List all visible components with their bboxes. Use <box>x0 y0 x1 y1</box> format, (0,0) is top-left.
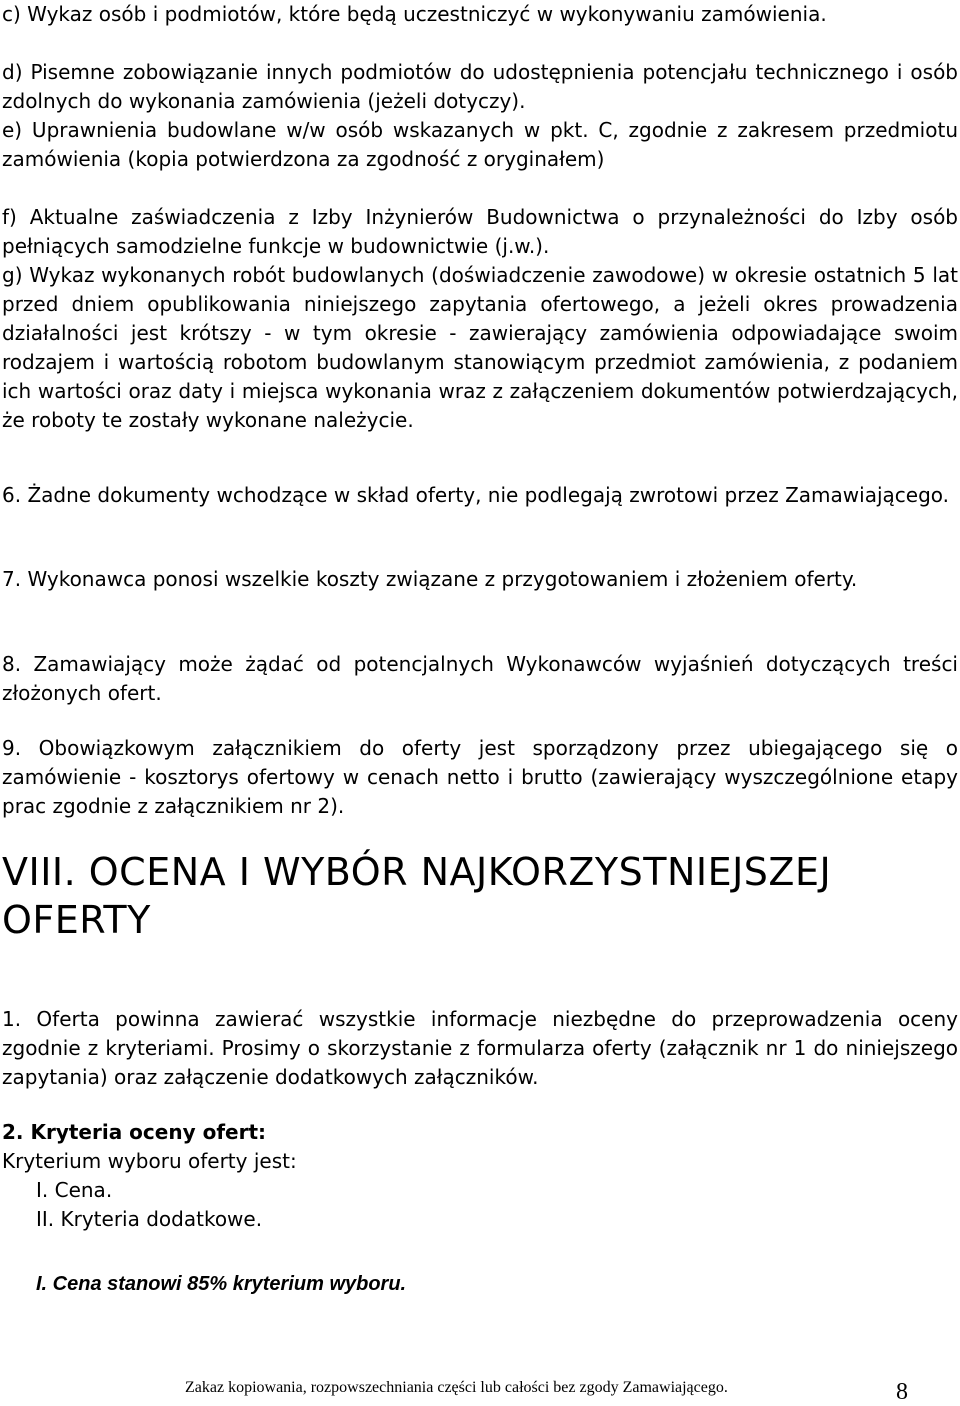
point-7: 7. Wykonawca ponosi wszelkie koszty związane z przygotowaniem i złożeniem oferty. <box>2 567 858 591</box>
point-6: 6. Żadne dokumenty wchodzące w skład oferty, nie podlegają zwrotowi przez Zamawiającego. <box>2 483 950 507</box>
criteria-heading: 2. Kryteria oceny ofert: <box>2 1120 267 1144</box>
criteria-item-additional: II. Kryteria dodatkowe. <box>36 1207 263 1231</box>
criteria-item-price: I. Cena. <box>36 1178 113 1202</box>
section-heading: VIII. OCENA I WYBÓR NAJKORZYSTNIEJSZEJ OFERTY <box>2 850 832 942</box>
list-item-g: g) Wykaz wykonanych robót budowlanych (doświadczenie zawodowe) w okresie ostatnich 5 lat przed dniem opublikowania niniejszego zapytania ofertowego, a jeżeli okres prowadzenia działalności jest krótszy - w tym okresie - zawierający zamówienia odpowiadające swoim rodzajem i wartością robotom budowlanym stanowiącym przedmiot zamówienia, z podaniem ich wartości oraz daty i miejsca wykonania wraz z załączeniem dokumentów potwierdzających, że roboty te zostały wykonane należycie. <box>2 263 958 432</box>
footer-notice: Zakaz kopiowania, rozpowszechniania części lub całości bez zgody Zamawiającego. <box>185 1379 728 1396</box>
list-item-f: f) Aktualne zaświadczenia z Izby Inżynierów Budownictwa o przynależności do Izby osób pełniących samodzielne funkcje w budownictwie (j.w.). <box>2 205 958 258</box>
point-8: 8. Zamawiający może żądać od potencjalnych Wykonawców wyjaśnień dotyczących treści złożonych ofert. <box>2 652 958 705</box>
point-9: 9. Obowiązkowym załącznikiem do oferty jest sporządzony przez ubiegającego się o zamówienie - kosztorys ofertowy w cenach netto i brutto (zawierający wyszczególnione etapy prac zgodnie z załącznikiem nr 2). <box>2 736 958 818</box>
criteria-intro: Kryterium wyboru oferty jest: <box>2 1149 297 1173</box>
page-number: 8 <box>896 1379 908 1405</box>
section-point-1: 1. Oferta powinna zawierać wszystkie informacje niezbędne do przeprowadzenia oceny zgodnie z kryteriami. Prosimy o skorzystanie z formularza oferty (załącznik nr 1 do niniejszego zapytania) oraz załączenie dodatkowych załączników. <box>2 1007 958 1089</box>
list-item-e: e) Uprawnienia budowlane w/w osób wskazanych w pkt. C, zgodnie z zakresem przedmiotu zamówienia (kopia potwierdzona za zgodność z oryginałem) <box>2 118 958 171</box>
price-weight-note: I. Cena stanowi 85% kryterium wyboru. <box>36 1273 407 1295</box>
list-item-d: d) Pisemne zobowiązanie innych podmiotów do udostępnienia potencjału technicznego i osób zdolnych do wykonania zamówienia (jeżeli dotyczy). <box>2 60 958 113</box>
list-item-c: c) Wykaz osób i podmiotów, które będą uczestniczyć w wykonywaniu zamówienia. <box>2 2 827 26</box>
